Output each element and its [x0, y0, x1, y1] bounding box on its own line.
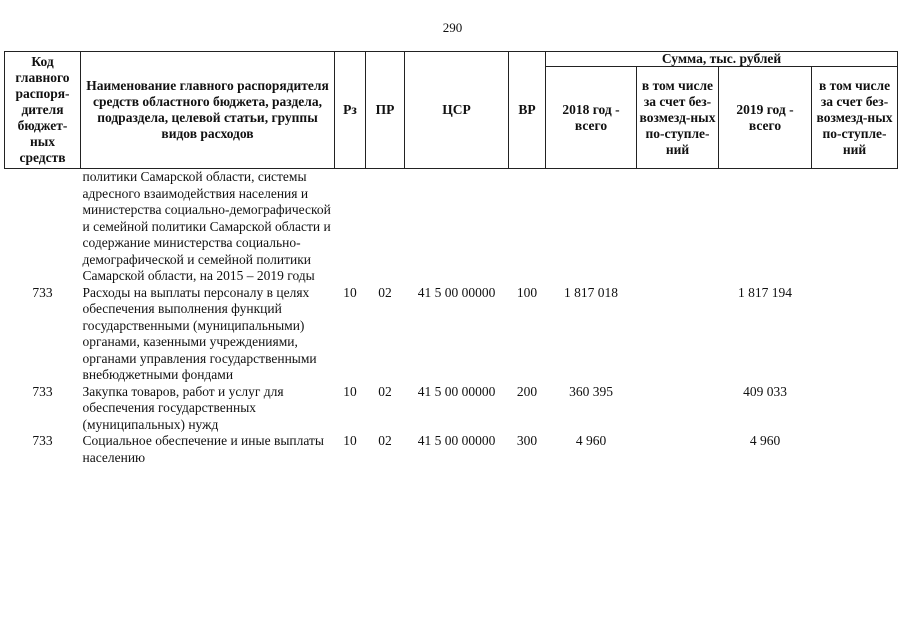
header-pr: ПР	[366, 52, 405, 169]
header-2018-total: 2018 год - всего	[546, 67, 637, 169]
header-2018-incl: в том числе за счет без-возмезд-ных по-ступле-ний	[637, 67, 719, 169]
header-sum-group: Сумма, тыс. рублей	[546, 52, 898, 67]
row-2019-incl	[812, 285, 898, 384]
header-name: Наименование главного распорядителя средств областного бюджета, раздела, подраздела, целевой статьи, группы видов расходов	[81, 52, 335, 169]
row-2018-incl	[637, 384, 719, 434]
row-rz: 10	[343, 284, 357, 300]
row-2019-incl	[812, 384, 898, 434]
row-name: Социальное обеспечение и иные выплаты населению	[82, 433, 324, 465]
page-number: 290	[442, 20, 463, 35]
row-2018-incl	[637, 285, 719, 384]
header-code: Код главного распоря-дителя бюджет-ных средств	[5, 52, 81, 169]
row-code: 733	[32, 433, 53, 448]
row-code: 733	[32, 284, 53, 300]
row-2019-incl	[812, 433, 898, 466]
header-2019-incl: в том числе за счет без-возмезд-ных по-ступле-ний	[812, 67, 898, 169]
budget-table	[4, 51, 898, 466]
row-rz: 10	[343, 433, 357, 448]
row-name: Закупка товаров, работ и услуг для обеспечения государственных (муниципальных) нужд	[82, 383, 284, 432]
table-row	[5, 433, 898, 466]
table-row	[5, 384, 898, 434]
row-pr: 02	[378, 433, 392, 448]
row-2019-total: 4 960	[749, 433, 781, 448]
row-2019-total: 409 033	[743, 383, 787, 399]
header-rz: Рз	[335, 52, 366, 169]
row-csr: 41 5 00 00000	[417, 433, 496, 448]
row-name: Расходы на выплаты персоналу в целях обеспечения выполнения функций государственными (муниципальными) органами, казенными учреждениями, органами управления государственными внебюджетными фондами	[82, 284, 317, 382]
row-rz: 10	[343, 383, 357, 399]
row-2018-total: 1 817 018	[564, 284, 618, 300]
row-csr: 41 5 00 00000	[417, 284, 496, 300]
table-header	[5, 52, 898, 169]
row-2018-total: 360 395	[569, 383, 613, 399]
table-body	[5, 169, 898, 467]
header-csr: ЦСР	[405, 52, 509, 169]
row-vr: 300	[516, 433, 538, 448]
row-vr: 200	[516, 383, 538, 399]
row-code: 733	[32, 383, 53, 399]
row-pr: 02	[378, 383, 392, 399]
header-vr: ВР	[509, 52, 546, 169]
header-2019-total: 2019 год - всего	[719, 67, 812, 169]
row-2018-incl	[637, 433, 719, 466]
row-pr: 02	[378, 284, 392, 300]
row-2019-total: 1 817 194	[738, 284, 792, 300]
table-row	[5, 285, 898, 384]
row-vr: 100	[516, 284, 538, 300]
row-2018-total: 4 960	[575, 433, 607, 448]
continuation-name: политики Самарской области, системы адресного взаимодействия населения и министерства социально-демографической и семейной политики Самарской области и содержание министерства социально-демографической и семейной политики Самарской области, на 2015 – 2019 годы	[82, 169, 331, 283]
row-csr: 41 5 00 00000	[417, 383, 496, 399]
table-row-continuation	[5, 169, 898, 285]
